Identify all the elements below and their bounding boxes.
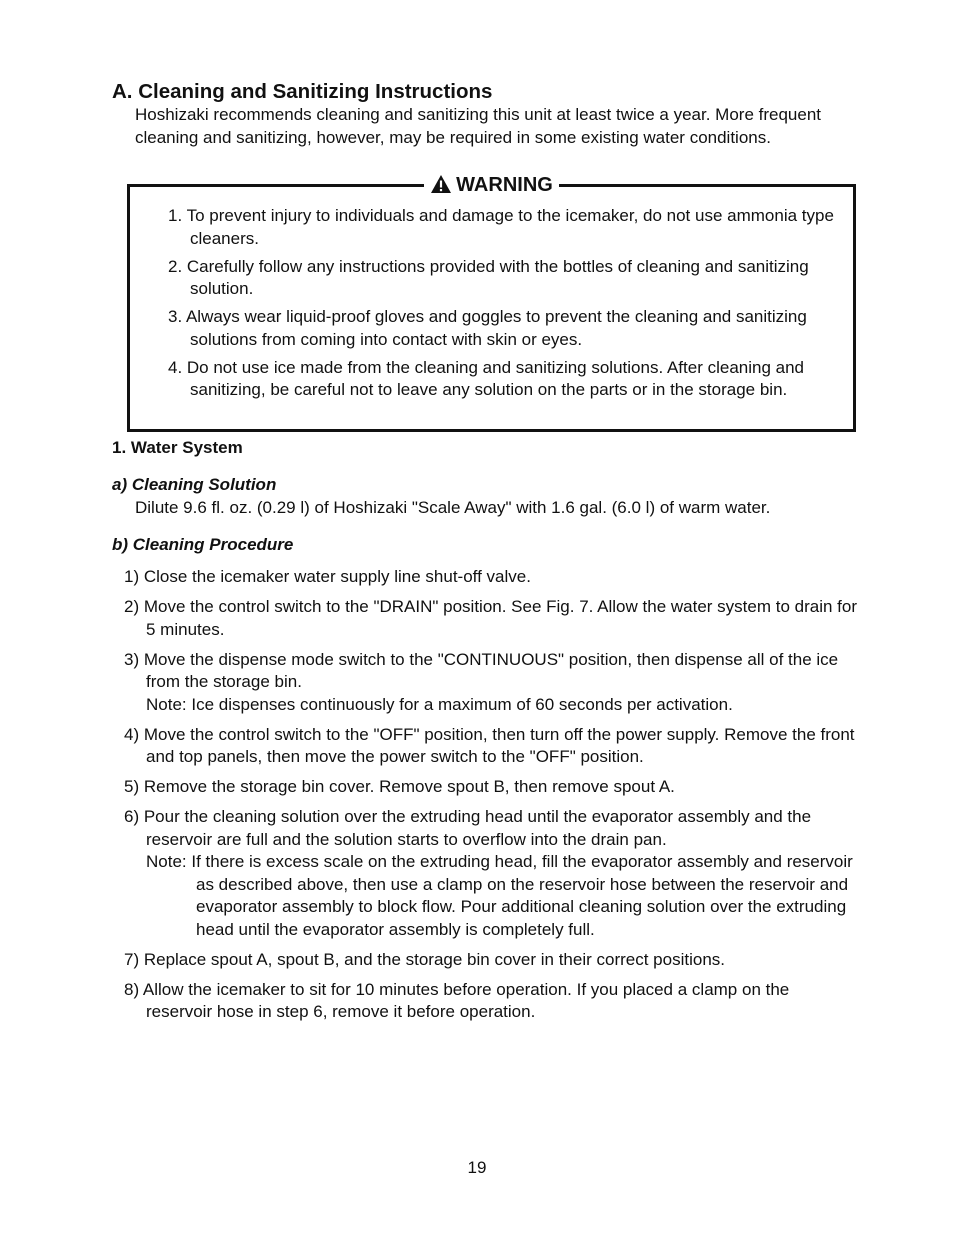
step-text: 3) Move the dispense mode switch to the "CONTINUOUS" position, then dispense all of the ice from the storage bin. <box>124 649 839 691</box>
step-text: 1) Close the icemaker water supply line shut-off valve. <box>124 567 531 586</box>
procedure-step <box>123 566 858 589</box>
cleaning-solution-heading: a) Cleaning Solution <box>112 475 277 494</box>
procedure-step <box>123 806 858 941</box>
intro-paragraph: Hoshizaki recommends cleaning and sanitizing this unit at least twice a year. More frequent cleaning and sanitizing, however, may be required in some existing water conditions. <box>135 105 822 147</box>
warning-list <box>166 205 836 407</box>
procedure-step <box>123 949 858 972</box>
step-text: 4) Move the control switch to the "OFF" position, then turn off the power supply. Remove the front and top panels, then move the power switch to the "OFF" position. <box>124 724 855 766</box>
warning-item: 1. To prevent injury to individuals and damage to the icemaker, do not use ammonia type cleaners. <box>168 206 834 248</box>
warning-triangle-icon <box>430 174 452 194</box>
cleaning-solution-text: Dilute 9.6 fl. oz. (0.29 l) of Hoshizaki "Scale Away" with 1.6 gal. (6.0 l) of warm water. <box>135 498 771 517</box>
step-note: Note: If there is excess scale on the extruding head, fill the evaporator assembly and reservoir as described above, then use a clamp on the reservoir hose between the reservoir and evaporator assembly to block flow. Pour additional cleaning solution over the extruding head until the evaporator assembly is completely full. <box>146 852 853 939</box>
warning-heading <box>130 172 853 198</box>
warning-heading-inner <box>424 172 559 198</box>
step-text: 8) Allow the icemaker to sit for 10 minutes before operation. If you placed a clamp on the reservoir hose in step 6, remove it before operation. <box>124 979 790 1021</box>
step-text: 7) Replace spout A, spout B, and the storage bin cover in their correct positions. <box>124 949 726 969</box>
step-note: Note: Ice dispenses continuously for a maximum of 60 seconds per activation. <box>146 694 733 714</box>
procedure-step <box>123 979 858 1024</box>
procedure-step <box>123 724 858 769</box>
procedure-step <box>123 776 858 799</box>
warning-item: 4. Do not use ice made from the cleaning and sanitizing solutions. After cleaning and sanitizing, be careful not to leave any solution on the parts or in the storage bin. <box>168 357 804 399</box>
step-text: 6) Pour the cleaning solution over the extruding head until the evaporator assembly and the reservoir are full and the solution starts to overflow into the drain pan. <box>124 807 812 849</box>
procedure-step <box>123 649 858 717</box>
section-title: A. Cleaning and Sanitizing Instructions <box>112 80 493 103</box>
page-number: 19 <box>467 1158 487 1177</box>
step-text: 2) Move the control switch to the "DRAIN" position. See Fig. 7. Allow the water system to drain for 5 minutes. <box>124 597 857 639</box>
water-system-heading: 1. Water System <box>112 438 243 457</box>
procedure-steps <box>123 566 858 1031</box>
warning-item: 3. Always wear liquid-proof gloves and goggles to prevent the cleaning and sanitizing solutions from coming into contact with skin or eyes. <box>168 307 807 349</box>
procedure-step <box>123 596 858 641</box>
warning-box <box>127 174 856 432</box>
warning-item: 2. Carefully follow any instructions provided with the bottles of cleaning and sanitizing solution. <box>168 256 809 298</box>
step-text: 5) Remove the storage bin cover. Remove spout B, then remove spout A. <box>124 777 675 796</box>
cleaning-procedure-heading: b) Cleaning Procedure <box>112 535 294 554</box>
warning-heading-text: WARNING <box>456 174 553 196</box>
